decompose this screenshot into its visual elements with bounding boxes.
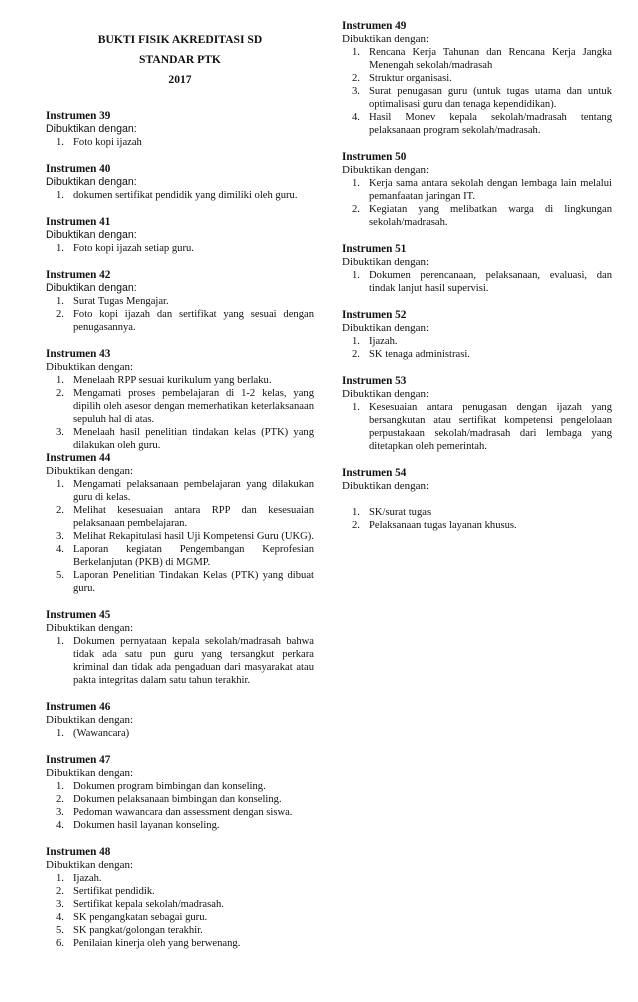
list-item-text: Kesesuaian antara penugasan dengan ijazah yang bersangkutan atau sertifikat kompetensi pengelolaan perpustakaan sekolah/madrasah dari lembaga yang ditetapkan oleh pemerintah. bbox=[369, 402, 612, 452]
instrument-heading: Instrumen 53 bbox=[342, 375, 407, 387]
list-item-text: SK pengangkatan sebagai guru. bbox=[73, 912, 208, 923]
instrument-heading: Instrumen 41 bbox=[46, 216, 111, 228]
list-item bbox=[46, 543, 314, 569]
list-item-text: Melihat Rekapitulasi hasil Uji Kompetensi Guru (UKG). bbox=[73, 531, 314, 542]
instrument-heading: Instrumen 49 bbox=[342, 20, 407, 32]
list-item-text: SK tenaga administrasi. bbox=[369, 349, 470, 360]
evidence-list bbox=[46, 780, 314, 832]
instrument-heading: Instrumen 52 bbox=[342, 309, 407, 321]
list-item bbox=[342, 401, 612, 453]
instrument-section bbox=[342, 20, 612, 137]
evidence-list bbox=[342, 401, 612, 453]
list-item-number: 2. bbox=[352, 204, 360, 215]
list-item bbox=[46, 136, 314, 149]
list-item bbox=[46, 308, 314, 334]
list-item-text: Menelaah RPP sesuai kurikulum yang berlaku. bbox=[73, 375, 272, 386]
instrument-section bbox=[46, 269, 314, 334]
list-item-text: Surat Tugas Mengajar. bbox=[73, 296, 169, 307]
list-item bbox=[46, 635, 314, 687]
instrument-heading: Instrumen 45 bbox=[46, 609, 111, 621]
title-line-2: STANDAR PTK bbox=[139, 53, 221, 66]
list-item-text: Dokumen hasil layanan konseling. bbox=[73, 820, 220, 831]
list-item-number: 1. bbox=[56, 137, 64, 148]
instrument-section bbox=[342, 375, 612, 453]
list-item-number: 1. bbox=[56, 296, 64, 307]
list-item-number: 1. bbox=[56, 375, 64, 386]
evidence-list bbox=[46, 136, 314, 149]
list-item-text: Pedoman wawancara dan assessment dengan siswa. bbox=[73, 807, 293, 818]
instrument-heading: Instrumen 50 bbox=[342, 151, 407, 163]
evidence-intro: Dibuktikan dengan: bbox=[46, 123, 137, 135]
list-item-number: 1. bbox=[352, 270, 360, 281]
evidence-list bbox=[46, 374, 314, 452]
list-item-text: Penilaian kinerja oleh yang berwenang. bbox=[73, 938, 241, 949]
list-item-text: Sertifikat kepala sekolah/madrasah. bbox=[73, 899, 224, 910]
instrument-section bbox=[46, 110, 314, 149]
list-item-number: 1. bbox=[352, 402, 360, 413]
instrument-section bbox=[46, 846, 314, 950]
list-item bbox=[46, 727, 314, 740]
list-item-number: 1. bbox=[56, 728, 64, 739]
list-item bbox=[46, 924, 314, 937]
list-item-text: SK pangkat/golongan terakhir. bbox=[73, 925, 203, 936]
list-item-text: Surat penugasan guru (untuk tugas utama dan untuk optimalisasi guru dan tenaga kependidikan). bbox=[369, 86, 612, 110]
list-item-number: 2. bbox=[56, 388, 64, 399]
instrument-heading: Instrumen 46 bbox=[46, 701, 111, 713]
list-item bbox=[46, 530, 314, 543]
evidence-intro: Dibuktikan dengan: bbox=[46, 229, 137, 241]
list-item-number: 1. bbox=[352, 178, 360, 189]
list-item-number: 1. bbox=[56, 190, 64, 201]
title-line-1: BUKTI FISIK AKREDITASI SD bbox=[97, 33, 263, 46]
instrument-section bbox=[46, 609, 314, 687]
list-item-text: Struktur organisasi. bbox=[369, 73, 452, 84]
list-item-text: Dokumen pelaksanaan bimbingan dan konseling. bbox=[73, 794, 282, 805]
instrument-section bbox=[46, 452, 314, 595]
list-item-text: SK/surat tugas bbox=[369, 507, 432, 518]
list-item bbox=[342, 111, 612, 137]
instrument-heading: Instrumen 39 bbox=[46, 110, 111, 122]
evidence-list bbox=[342, 177, 612, 229]
document-title bbox=[46, 30, 314, 90]
instrument-section bbox=[342, 467, 612, 532]
evidence-list bbox=[46, 727, 314, 740]
instrument-section bbox=[342, 243, 612, 295]
list-item-text: Mengamati pelaksanaan pembelajaran yang dilakukan guru di kelas. bbox=[73, 479, 314, 503]
list-item bbox=[342, 506, 612, 519]
list-item bbox=[46, 872, 314, 885]
list-item-number: 2. bbox=[56, 309, 64, 320]
evidence-list bbox=[46, 242, 314, 255]
list-item-number: 1. bbox=[56, 479, 64, 490]
list-item-text: Dokumen pernyataan kepala sekolah/madrasah bahwa tidak ada satu pun guru yang tersangkut perkara kriminal dan tidak ada pengaduan dari masyarakat atau pakta integritas dalam satu tahun terakhir. bbox=[73, 636, 314, 686]
evidence-list bbox=[342, 269, 612, 295]
list-item-text: Dokumen program bimbingan dan konseling. bbox=[73, 781, 266, 792]
evidence-intro: Dibuktikan dengan: bbox=[342, 256, 430, 268]
evidence-list bbox=[46, 478, 314, 595]
list-item bbox=[46, 426, 314, 452]
left-column bbox=[46, 30, 314, 964]
evidence-intro: Dibuktikan dengan: bbox=[342, 33, 430, 45]
list-item-number: 1. bbox=[352, 336, 360, 347]
list-item-number: 5. bbox=[56, 925, 64, 936]
list-item-text: Melihat kesesuaian antara RPP dan kesesuaian pelaksanaan pembelajaran. bbox=[73, 505, 314, 529]
list-item-number: 3. bbox=[56, 427, 64, 438]
list-item-number: 2. bbox=[352, 349, 360, 360]
list-item bbox=[46, 569, 314, 595]
instrument-section bbox=[46, 348, 314, 452]
list-item-text: Foto kopi ijazah bbox=[73, 137, 142, 148]
instrument-heading: Instrumen 43 bbox=[46, 348, 111, 360]
list-item-text: Dokumen perencanaan, pelaksanaan, evaluasi, dan tindak lanjut hasil supervisi. bbox=[369, 270, 612, 294]
list-item bbox=[342, 85, 612, 111]
list-item-number: 1. bbox=[56, 873, 64, 884]
list-item-number: 4. bbox=[352, 112, 360, 123]
instrument-heading: Instrumen 42 bbox=[46, 269, 111, 281]
list-item-text: Laporan kegiatan Pengembangan Keprofesian Berkelanjutan (PKB) di MGMP. bbox=[73, 544, 314, 568]
evidence-intro: Dibuktikan dengan: bbox=[342, 480, 430, 492]
list-item bbox=[342, 335, 612, 348]
evidence-list bbox=[342, 46, 612, 137]
list-item bbox=[46, 806, 314, 819]
evidence-list bbox=[342, 506, 612, 532]
list-item bbox=[46, 242, 314, 255]
list-item-text: Mengamati proses pembelajaran di 1-2 kelas, yang dipilih oleh asesor dengan memerhatikan keterlaksanaan sepuluh hal di atas. bbox=[73, 388, 314, 425]
evidence-intro: Dibuktikan dengan: bbox=[342, 164, 430, 176]
list-item-number: 2. bbox=[56, 505, 64, 516]
evidence-list bbox=[342, 335, 612, 361]
list-item-number: 1. bbox=[56, 781, 64, 792]
evidence-intro: Dibuktikan dengan: bbox=[46, 622, 134, 634]
evidence-intro: Dibuktikan dengan: bbox=[46, 465, 134, 477]
evidence-intro: Dibuktikan dengan: bbox=[46, 714, 134, 726]
list-item-number: 6. bbox=[56, 938, 64, 949]
evidence-intro: Dibuktikan dengan: bbox=[46, 767, 134, 779]
list-item-text: Pelaksanaan tugas layanan khusus. bbox=[369, 520, 517, 531]
list-item-text: (Wawancara) bbox=[73, 728, 130, 739]
instrument-section bbox=[342, 151, 612, 229]
list-item-text: Menelaah hasil penelitian tindakan kelas (PTK) yang dilakukan oleh guru. bbox=[73, 427, 314, 451]
list-item bbox=[46, 780, 314, 793]
list-item-number: 5. bbox=[56, 570, 64, 581]
list-item-number: 3. bbox=[56, 531, 64, 542]
evidence-list bbox=[46, 189, 314, 202]
list-item-number: 4. bbox=[56, 820, 64, 831]
list-item bbox=[342, 46, 612, 72]
title-line-3: 2017 bbox=[168, 73, 192, 86]
list-item-text: dokumen sertifikat pendidik yang dimiliki oleh guru. bbox=[73, 190, 298, 201]
list-item-text: Hasil Monev kepala sekolah/madrasah tentang pelaksanaan program sekolah/madrasah. bbox=[369, 112, 612, 136]
list-item-number: 4. bbox=[56, 544, 64, 555]
list-item bbox=[46, 504, 314, 530]
list-item-text: Kerja sama antara sekolah dengan lembaga lain melalui pemanfaatan jaringan IT. bbox=[369, 178, 612, 202]
instrument-section bbox=[46, 216, 314, 255]
instrument-heading: Instrumen 40 bbox=[46, 163, 111, 175]
list-item bbox=[46, 374, 314, 387]
evidence-intro: Dibuktikan dengan: bbox=[342, 322, 430, 334]
instrument-heading: Instrumen 44 bbox=[46, 452, 111, 464]
list-item bbox=[342, 348, 612, 361]
list-item bbox=[46, 937, 314, 950]
instrument-section bbox=[46, 163, 314, 202]
evidence-intro: Dibuktikan dengan: bbox=[342, 388, 430, 400]
evidence-intro: Dibuktikan dengan: bbox=[46, 859, 134, 871]
list-item-number: 3. bbox=[56, 807, 64, 818]
instrument-section bbox=[46, 701, 314, 740]
list-item-text: Laporan Penelitian Tindakan Kelas (PTK) yang dibuat guru. bbox=[73, 570, 314, 594]
evidence-intro: Dibuktikan dengan: bbox=[46, 282, 137, 294]
list-item-number: 4. bbox=[56, 912, 64, 923]
list-item-text: Rencana Kerja Tahunan dan Rencana Kerja Jangka Menengah sekolah/madrasah bbox=[369, 47, 612, 71]
evidence-list bbox=[46, 635, 314, 687]
instrument-section bbox=[46, 754, 314, 832]
list-item bbox=[342, 269, 612, 295]
list-item bbox=[46, 793, 314, 806]
evidence-list bbox=[46, 295, 314, 334]
list-item-number: 1. bbox=[352, 507, 360, 518]
list-item bbox=[46, 819, 314, 832]
list-item bbox=[46, 387, 314, 426]
blank-line bbox=[342, 493, 612, 506]
list-item bbox=[342, 177, 612, 203]
instrument-heading: Instrumen 47 bbox=[46, 754, 111, 766]
list-item-number: 1. bbox=[352, 47, 360, 58]
instrument-heading: Instrumen 48 bbox=[46, 846, 111, 858]
list-item bbox=[342, 519, 612, 532]
list-item bbox=[46, 478, 314, 504]
list-item-number: 2. bbox=[352, 73, 360, 84]
list-item-number: 2. bbox=[56, 886, 64, 897]
instrument-heading: Instrumen 51 bbox=[342, 243, 407, 255]
list-item-text: Foto kopi ijazah setiap guru. bbox=[73, 243, 194, 254]
list-item-number: 1. bbox=[56, 243, 64, 254]
right-column bbox=[342, 20, 612, 546]
list-item bbox=[46, 885, 314, 898]
list-item-number: 2. bbox=[56, 794, 64, 805]
evidence-intro: Dibuktikan dengan: bbox=[46, 361, 134, 373]
list-item-text: Ijazah. bbox=[369, 336, 398, 347]
list-item bbox=[342, 72, 612, 85]
list-item bbox=[46, 911, 314, 924]
list-item-text: Foto kopi ijazah dan sertifikat yang sesuai dengan penugasannya. bbox=[73, 309, 314, 333]
list-item bbox=[46, 898, 314, 911]
list-item-text: Ijazah. bbox=[73, 873, 102, 884]
evidence-list bbox=[46, 872, 314, 950]
list-item bbox=[46, 189, 314, 202]
left-instrument-list bbox=[46, 110, 314, 950]
list-item-text: Kegiatan yang melibatkan warga di lingkungan sekolah/madrasah. bbox=[369, 204, 612, 228]
instrument-heading: Instrumen 54 bbox=[342, 467, 407, 479]
evidence-intro: Dibuktikan dengan: bbox=[46, 176, 137, 188]
list-item-text: Sertifikat pendidik. bbox=[73, 886, 155, 897]
list-item-number: 3. bbox=[352, 86, 360, 97]
instrument-section bbox=[342, 309, 612, 361]
list-item bbox=[342, 203, 612, 229]
right-instrument-list bbox=[342, 20, 612, 532]
list-item-number: 2. bbox=[352, 520, 360, 531]
list-item bbox=[46, 295, 314, 308]
list-item-number: 1. bbox=[56, 636, 64, 647]
list-item-number: 3. bbox=[56, 899, 64, 910]
